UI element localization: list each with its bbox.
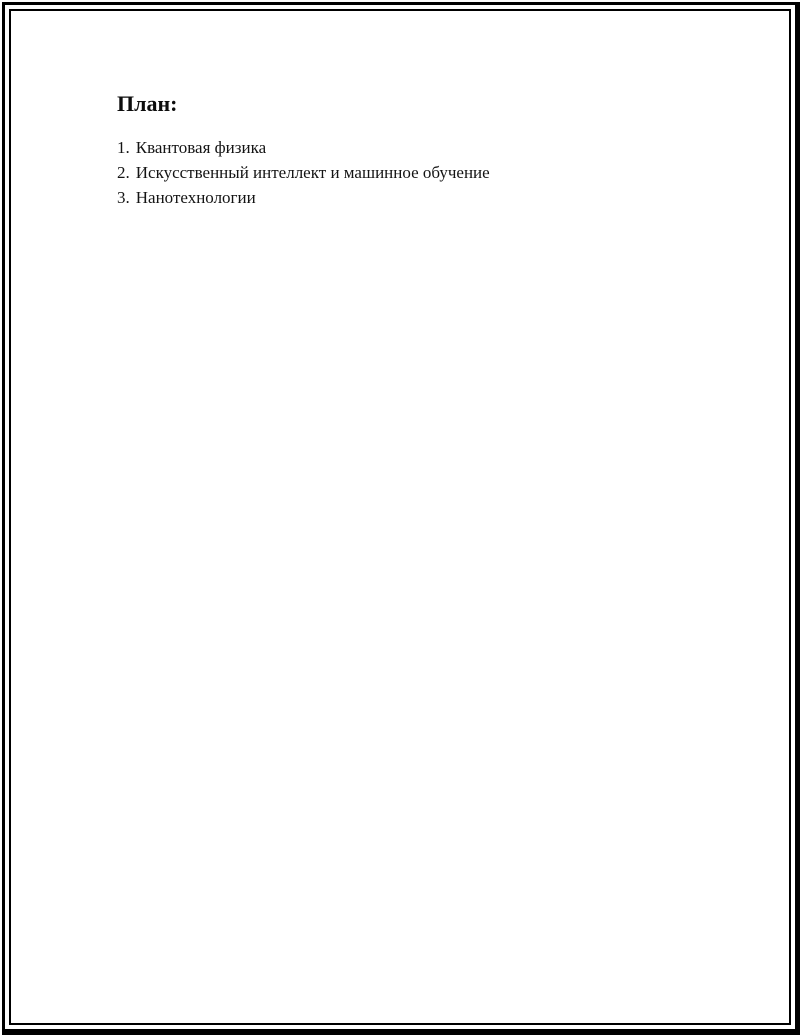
list-item xyxy=(117,135,749,160)
list-item-number: 3. xyxy=(117,188,130,207)
plan-list xyxy=(117,135,749,210)
list-item-text: Квантовая физика xyxy=(135,138,267,157)
list-item-number: 2. xyxy=(117,163,130,182)
list-item-text: Нанотехнологии xyxy=(135,188,256,207)
list-item-number: 1. xyxy=(117,138,130,157)
list-item xyxy=(117,185,749,210)
list-item-text: Искусственный интеллект и машинное обучение xyxy=(135,163,490,182)
document-page-frame xyxy=(2,2,800,1035)
document-page xyxy=(9,9,791,1025)
plan-heading: План: xyxy=(117,91,178,116)
list-item xyxy=(117,160,749,185)
